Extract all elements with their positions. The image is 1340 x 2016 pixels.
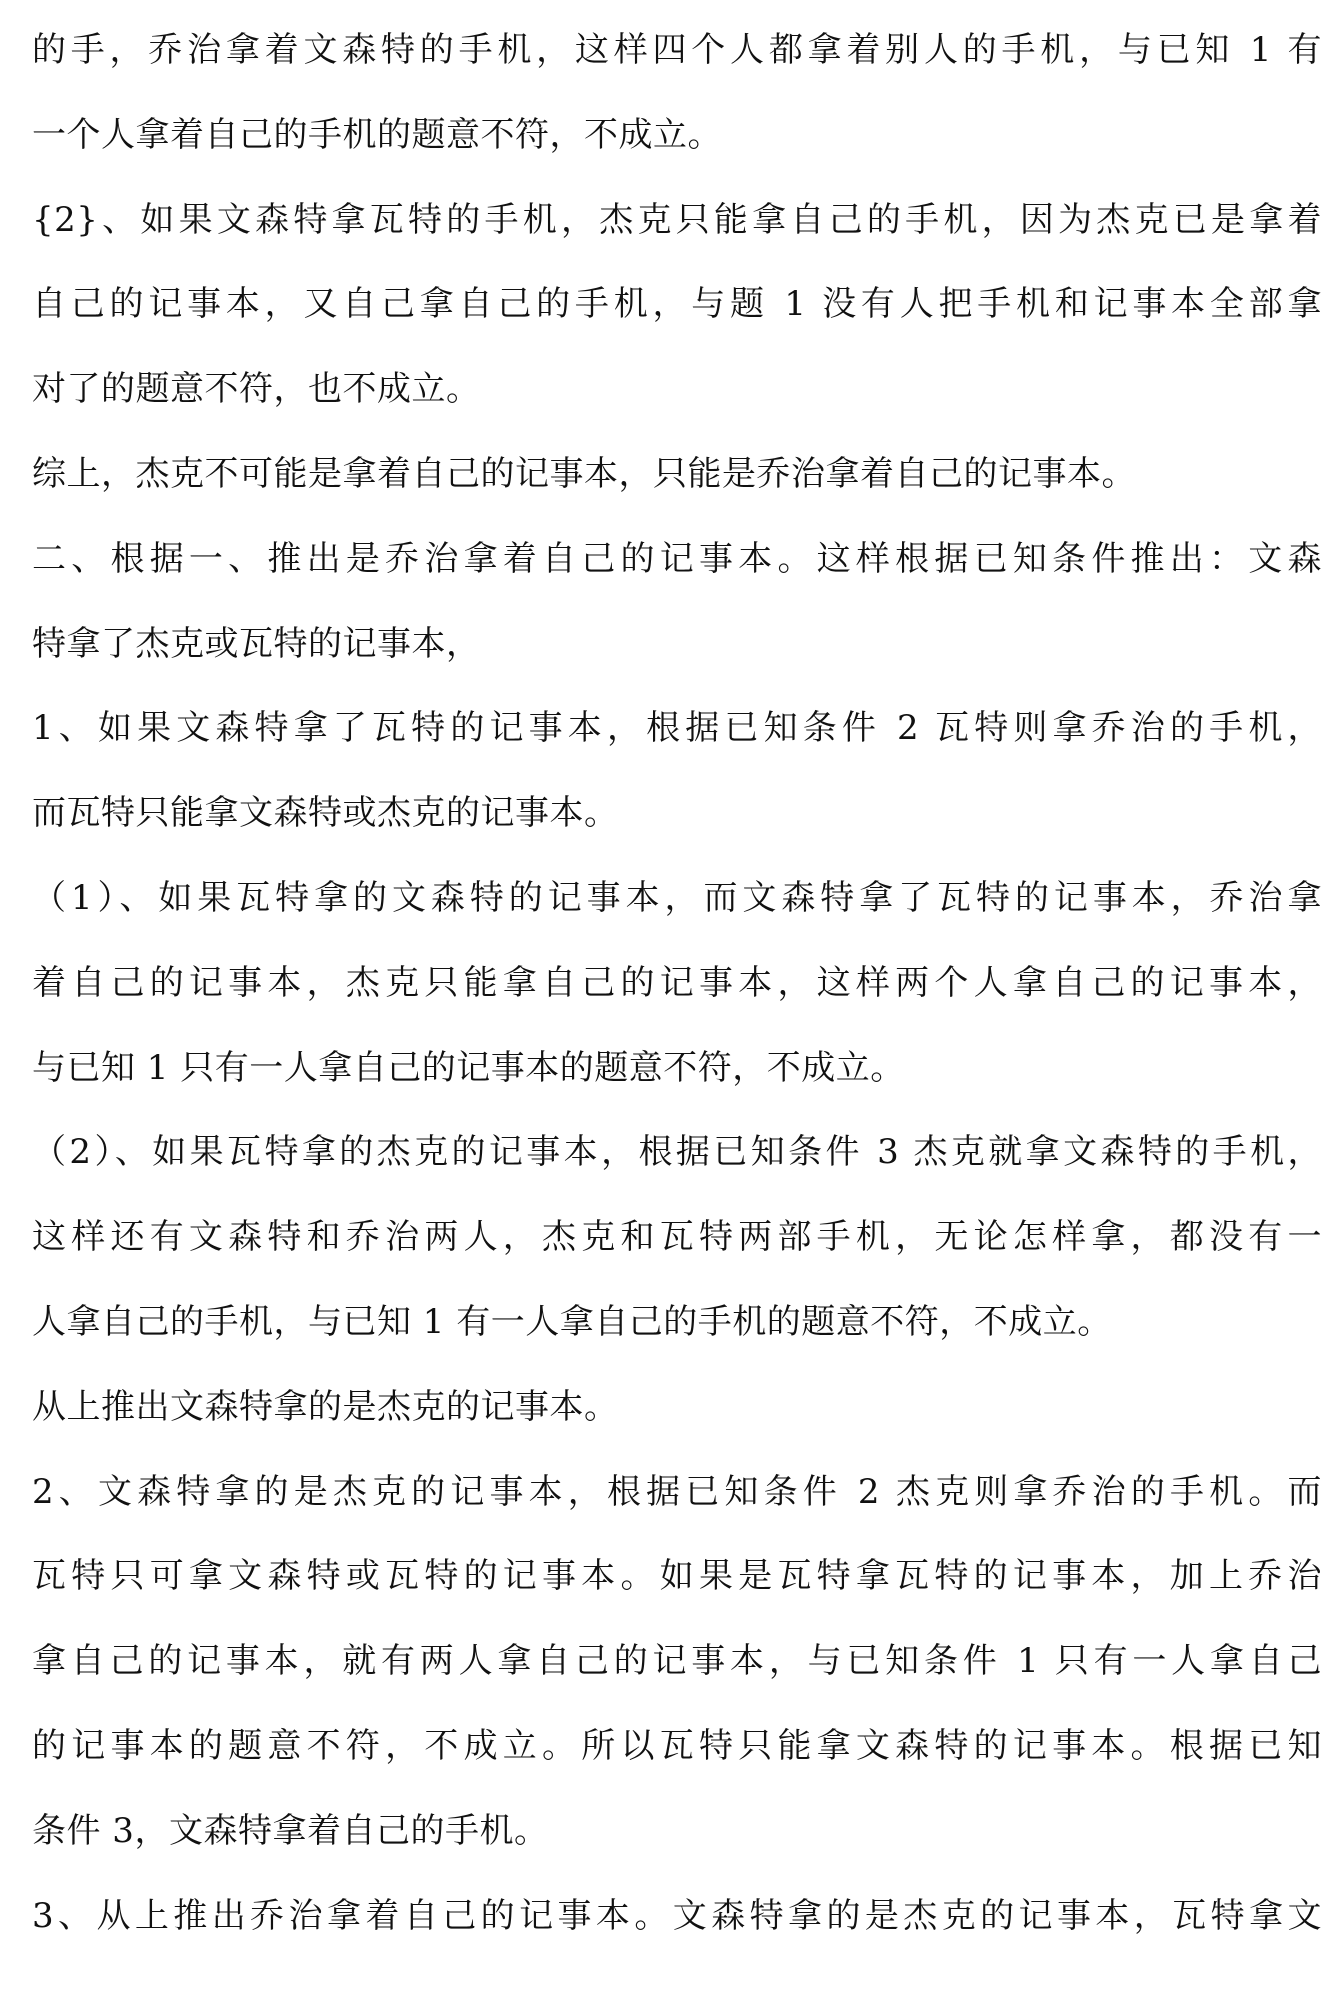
text-line: 从上推出文森特拿的是杰克的记事本。 — [32, 1386, 619, 1427]
text-line: 这样还有文森特和乔治两人，杰克和瓦特两部手机，无论怎样拿，都没有一 — [32, 1217, 1322, 1258]
text-line: 的手，乔治拿着文森特的手机，这样四个人都拿着别人的手机，与已知 1 有 — [32, 30, 1322, 70]
text-line: {2}、如果文森特拿瓦特的手机，杰克只能拿自己的手机，因为杰克已是拿着 — [32, 199, 1322, 240]
text-line: 自己的记事本，又自己拿自己的手机，与题 1 没有人把手机和记事本全部拿 — [32, 284, 1322, 325]
text-line: 对了的题意不符，也不成立。 — [32, 369, 481, 410]
text-line: 综上，杰克不可能是拿着自己的记事本，只能是乔治拿着自己的记事本。 — [32, 453, 1136, 494]
text-line: 的记事本的题意不符，不成立。所以瓦特只能拿文森特的记事本。根据已知 — [32, 1725, 1322, 1766]
text-line: 条件 3，文森特拿着自己的手机。 — [32, 1810, 549, 1851]
text-line: 拿自己的记事本，就有两人拿自己的记事本，与已知条件 1 只有一人拿自己 — [32, 1641, 1322, 1682]
text-line: （1）、如果瓦特拿的文森特的记事本，而文森特拿了瓦特的记事本，乔治拿 — [32, 877, 1322, 918]
text-line: 与已知 1 只有一人拿自己的记事本的题意不符，不成立。 — [32, 1047, 905, 1088]
text-line: 一个人拿着自己的手机的题意不符，不成立。 — [32, 114, 722, 155]
text-line: 2、文森特拿的是杰克的记事本，根据已知条件 2 杰克则拿乔治的手机。而 — [32, 1471, 1322, 1512]
body-text — [32, 8, 1322, 1958]
text-line: 人拿自己的手机，与已知 1 有一人拿自己的手机的题意不符，不成立。 — [32, 1301, 1112, 1342]
text-line: （2）、如果瓦特拿的杰克的记事本，根据已知条件 3 杰克就拿文森特的手机， — [32, 1132, 1322, 1173]
text-line: 二、根据一、推出是乔治拿着自己的记事本。这样根据已知条件推出：文森 — [32, 538, 1322, 579]
text-line: 1、如果文森特拿了瓦特的记事本，根据已知条件 2 瓦特则拿乔治的手机， — [32, 708, 1322, 749]
text-line: 而瓦特只能拿文森特或杰克的记事本。 — [32, 793, 619, 834]
text-line: 特拿了杰克或瓦特的记事本， — [32, 623, 481, 664]
text-line: 3、从上推出乔治拿着自己的记事本。文森特拿的是杰克的记事本，瓦特拿文 — [32, 1895, 1322, 1936]
text-line: 着自己的记事本，杰克只能拿自己的记事本，这样两个人拿自己的记事本， — [32, 962, 1322, 1003]
text-line: 瓦特只可拿文森特或瓦特的记事本。如果是瓦特拿瓦特的记事本，加上乔治 — [32, 1556, 1322, 1597]
